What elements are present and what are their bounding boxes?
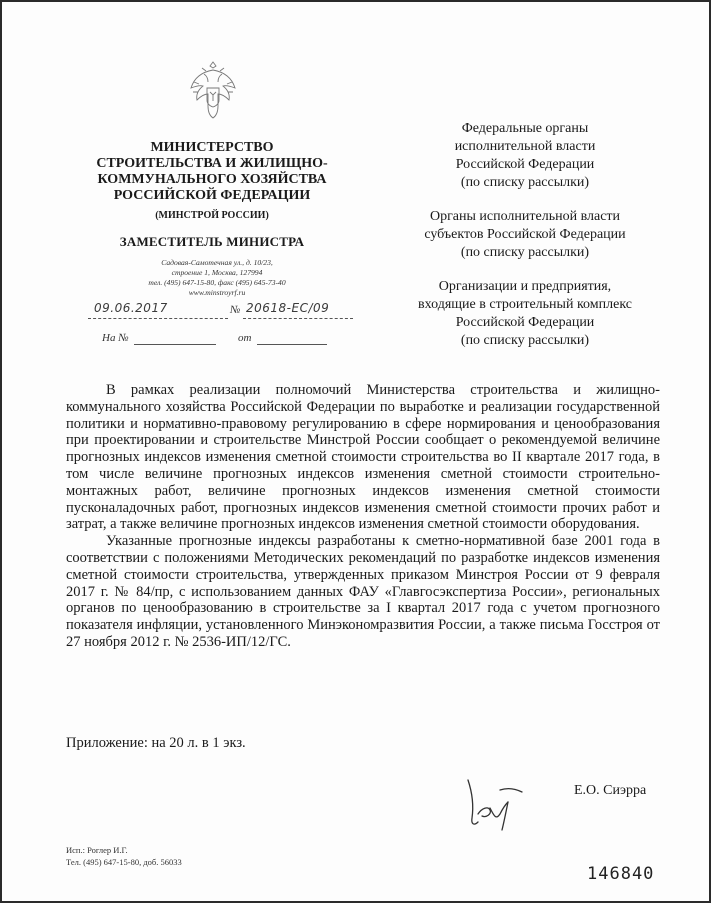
coat-of-arms-icon xyxy=(188,58,238,120)
appendix-note: Приложение: на 20 л. в 1 экз. xyxy=(66,735,246,751)
recipient-group xyxy=(380,278,670,350)
address-line: строение 1, Москва, 127994 xyxy=(171,268,263,277)
recipient-line: Федеральные органы xyxy=(461,121,589,136)
registration-number: 20618-ЕС/09 xyxy=(246,301,330,315)
ministry-address xyxy=(97,258,337,298)
registration-date: 09.06.2017 xyxy=(94,301,168,315)
registration-line xyxy=(88,301,358,324)
body-paragraph: В рамках реализации полномочий Министерства строительства и жилищно-коммунального хозяйства Российской Федерации по выработке и реализации государственной политики и нормативно-правовому регулированию в сфере нормирования и ценообразования при проектировании и строительстве Минстрой России сообщает о рекомендуемой величине прогнозных индексов изменения сметной стоимости строительства во II квартале 2017 года, в том числе величине прогнозных индексов изменения сметной стоимости строительно-монтажных работ, величине прогнозных индексов изменения сметной стоимости пусконаладочных работ, прогнозных индексов изменения сметной стоимости прочих работ и затрат, а также величине прогнозных индексов изменения сметной стоимости оборудования. xyxy=(66,382,660,533)
document-number: 146840 xyxy=(587,864,655,884)
reply-date-underline xyxy=(257,344,327,345)
executor-phone: Тел. (495) 647-15-80, доб. 56033 xyxy=(66,857,182,867)
recipient-line: субъектов Российской Федерации xyxy=(424,227,626,242)
recipient-line: (по списку рассылки) xyxy=(460,333,590,348)
recipient-line: исполнительной власти xyxy=(454,139,596,154)
address-line: тел. (495) 647-15-80, факс (495) 645-73-40 xyxy=(148,278,286,287)
ministry-name xyxy=(72,140,352,204)
number-label: № xyxy=(230,304,241,316)
signer-name: Е.О. Сиэрра xyxy=(574,783,647,798)
recipient-line: (по списку рассылки) xyxy=(460,175,590,190)
number-underline xyxy=(243,318,353,319)
reply-from-label: от xyxy=(238,332,252,344)
letter-body xyxy=(66,382,660,651)
recipient-line: (по списку рассылки) xyxy=(460,245,590,260)
ministry-line: РОССИЙСКОЙ ФЕДЕРАЦИИ xyxy=(113,188,311,203)
ministry-line: КОММУНАЛЬНОГО ХОЗЯЙСТВА xyxy=(97,172,327,187)
body-paragraph: Указанные прогнозные индексы разработаны к сметно-нормативной базе 2001 года в соответствии с положениями Методических рекомендаций по разработке индексов изменения сметной стоимости строительства, утвержденных приказом Минстроя России от 9 февраля 2017 г. № 84/пр, с использованием данных ФАУ «Главгосэкспертиза России», региональных органов по ценообразованию в строительстве за I квартал 2017 года с учетом прогнозного показателя инфляции, установленного Минэкономразвития России, а также письма Госстроя от 27 ноября 2012 г. № 2536-ИП/12/ГС. xyxy=(66,533,660,650)
executor-info xyxy=(66,844,182,868)
reply-number-label: На № xyxy=(102,332,129,344)
recipients-block xyxy=(380,120,670,366)
recipient-group xyxy=(380,120,670,192)
recipient-group xyxy=(380,208,670,262)
reply-reference-line xyxy=(102,332,362,350)
handwritten-signature xyxy=(460,774,530,834)
recipient-line: Российской Федерации xyxy=(455,157,595,172)
recipient-line: Органы исполнительной власти xyxy=(429,209,621,224)
address-line: Садовая-Самотечная ул., д. 10/23, xyxy=(161,258,273,267)
ministry-short-name: (МИНСТРОЙ РОССИИ) xyxy=(155,210,269,221)
ministry-line: СТРОИТЕЛЬСТВА И ЖИЛИЩНО- xyxy=(96,156,328,171)
ministry-line: МИНИСТЕРСТВО xyxy=(150,140,274,155)
reply-number-underline xyxy=(134,344,216,345)
date-underline xyxy=(88,318,228,319)
recipient-line: входящие в строительный комплекс xyxy=(418,297,632,312)
address-line: www.minstroyrf.ru xyxy=(188,288,246,297)
recipient-line: Российской Федерации xyxy=(455,315,595,330)
executor-name: Исп.: Роглер И.Г. xyxy=(66,845,128,855)
recipient-line: Организации и предприятия, xyxy=(438,279,612,294)
position-title: ЗАМЕСТИТЕЛЬ МИНИСТРА xyxy=(119,234,305,249)
